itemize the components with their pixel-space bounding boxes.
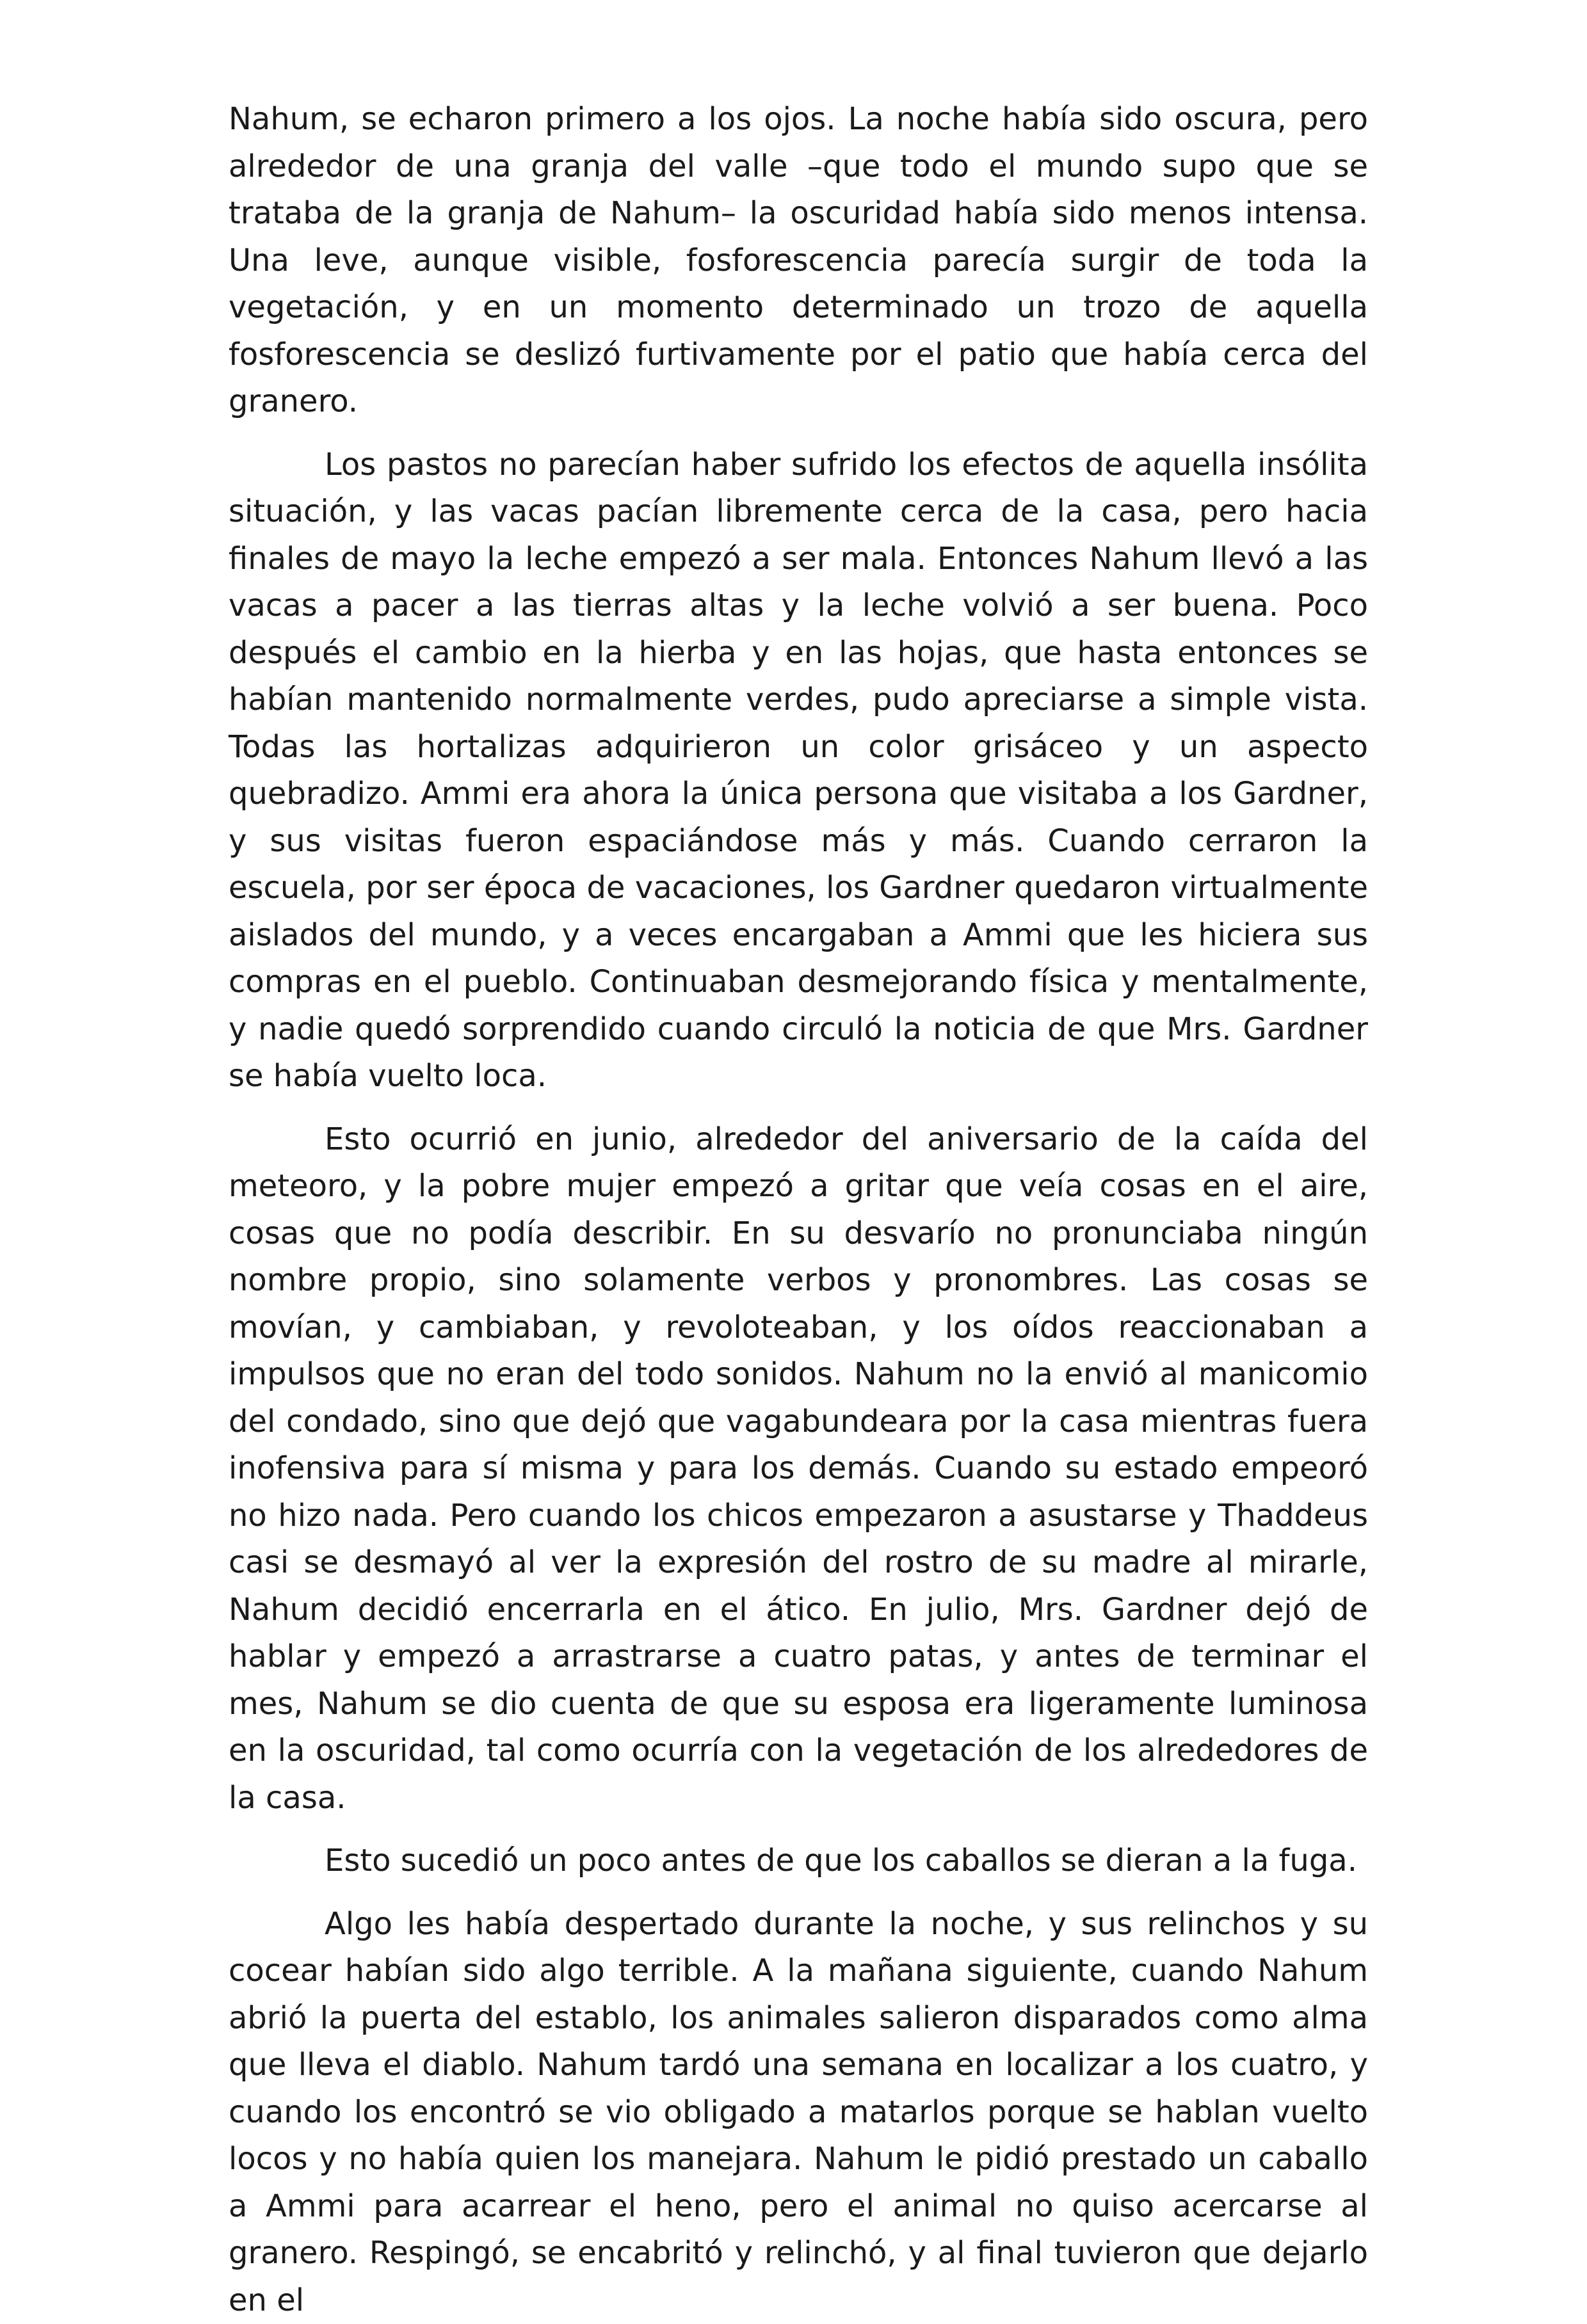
paragraph-5: Algo les había despertado durante la noche, y sus relinchos y su cocear habían sido algo terrible. A la mañana siguiente, cuando Nahum abrió la puerta del establo, los animales salieron disparados como alma que lleva el diablo. Nahum tardó una semana en localizar a los cuatro, y cuando los encontró se vio obligado a matarlos porque se hablan vuelto locos y no había quien los manejara. Nahum le pidió prestado un caballo a Ammi para acarrear el heno, pero el animal no quiso acercarse al granero. Respingó, se encabritó y relinchó, y al final tuvieron que dejarlo en el [229,1901,1368,2324]
paragraph-4: Esto sucedió un poco antes de que los caballos se dieran a la fuga. [229,1838,1368,1885]
paragraph-2: Los pastos no parecían haber sufrido los efectos de aquella insólita situación, y las vacas pacían libremente cerca de la casa, pero hacia finales de mayo la leche empezó a ser mala. Entonces Nahum llevó a las vacas a pacer a las tierras altas y la leche volvió a ser buena. Poco después el cambio en la hierba y en las hojas, que hasta entonces se habían mantenido normalmente verdes, pudo apreciarse a simple vista. Todas las hortalizas adquirieron un color grisáceo y un aspecto quebradizo. Ammi era ahora la única persona que visitaba a los Gardner, y sus visitas fueron espaciándose más y más. Cuando cerraron la escuela, por ser época de vacaciones, los Gardner quedaron virtualmente aislados del mundo, y a veces encargaban a Ammi que les hiciera sus compras en el pueblo. Continuaban desmejorando física y mentalmente, y nadie quedó sorprendido cuando circuló la noticia de que Mrs. Gardner se había vuelto loca. [229,442,1368,1100]
document-page [229,96,1368,2176]
paragraph-3: Esto ocurrió en junio, alrededor del aniversario de la caída del meteoro, y la pobre mujer empezó a gritar que veía cosas en el aire, cosas que no podía describir. En su desvarío no pronunciaba ningún nombre propio, sino solamente verbos y pronombres. Las cosas se movían, y cambiaban, y revoloteaban, y los oídos reaccionaban a impulsos que no eran del todo sonidos. Nahum no la envió al manicomio del condado, sino que dejó que vagabundeara por la casa mientras fuera inofensiva para sí misma y para los demás. Cuando su estado empeoró no hizo nada. Pero cuando los chicos empezaron a asustarse y Thaddeus casi se desmayó al ver la expresión del rostro de su madre al mirarle, Nahum decidió encerrarla en el ático. En julio, Mrs. Gardner dejó de hablar y empezó a arrastrarse a cuatro patas, y antes de terminar el mes, Nahum se dio cuenta de que su esposa era ligeramente luminosa en la oscuridad, tal como ocurría con la vegetación de los alrededores de la casa. [229,1116,1368,1822]
paragraph-1: Nahum, se echaron primero a los ojos. La noche había sido oscura, pero alrededor de una granja del valle –que todo el mundo supo que se trataba de la granja de Nahum– la oscuridad había sido menos intensa. Una leve, aunque visible, fosforescencia parecía surgir de toda la vegetación, y en un momento determinado un trozo de aquella fosforescencia se deslizó furtivamente por el patio que había cerca del granero. [229,96,1368,426]
